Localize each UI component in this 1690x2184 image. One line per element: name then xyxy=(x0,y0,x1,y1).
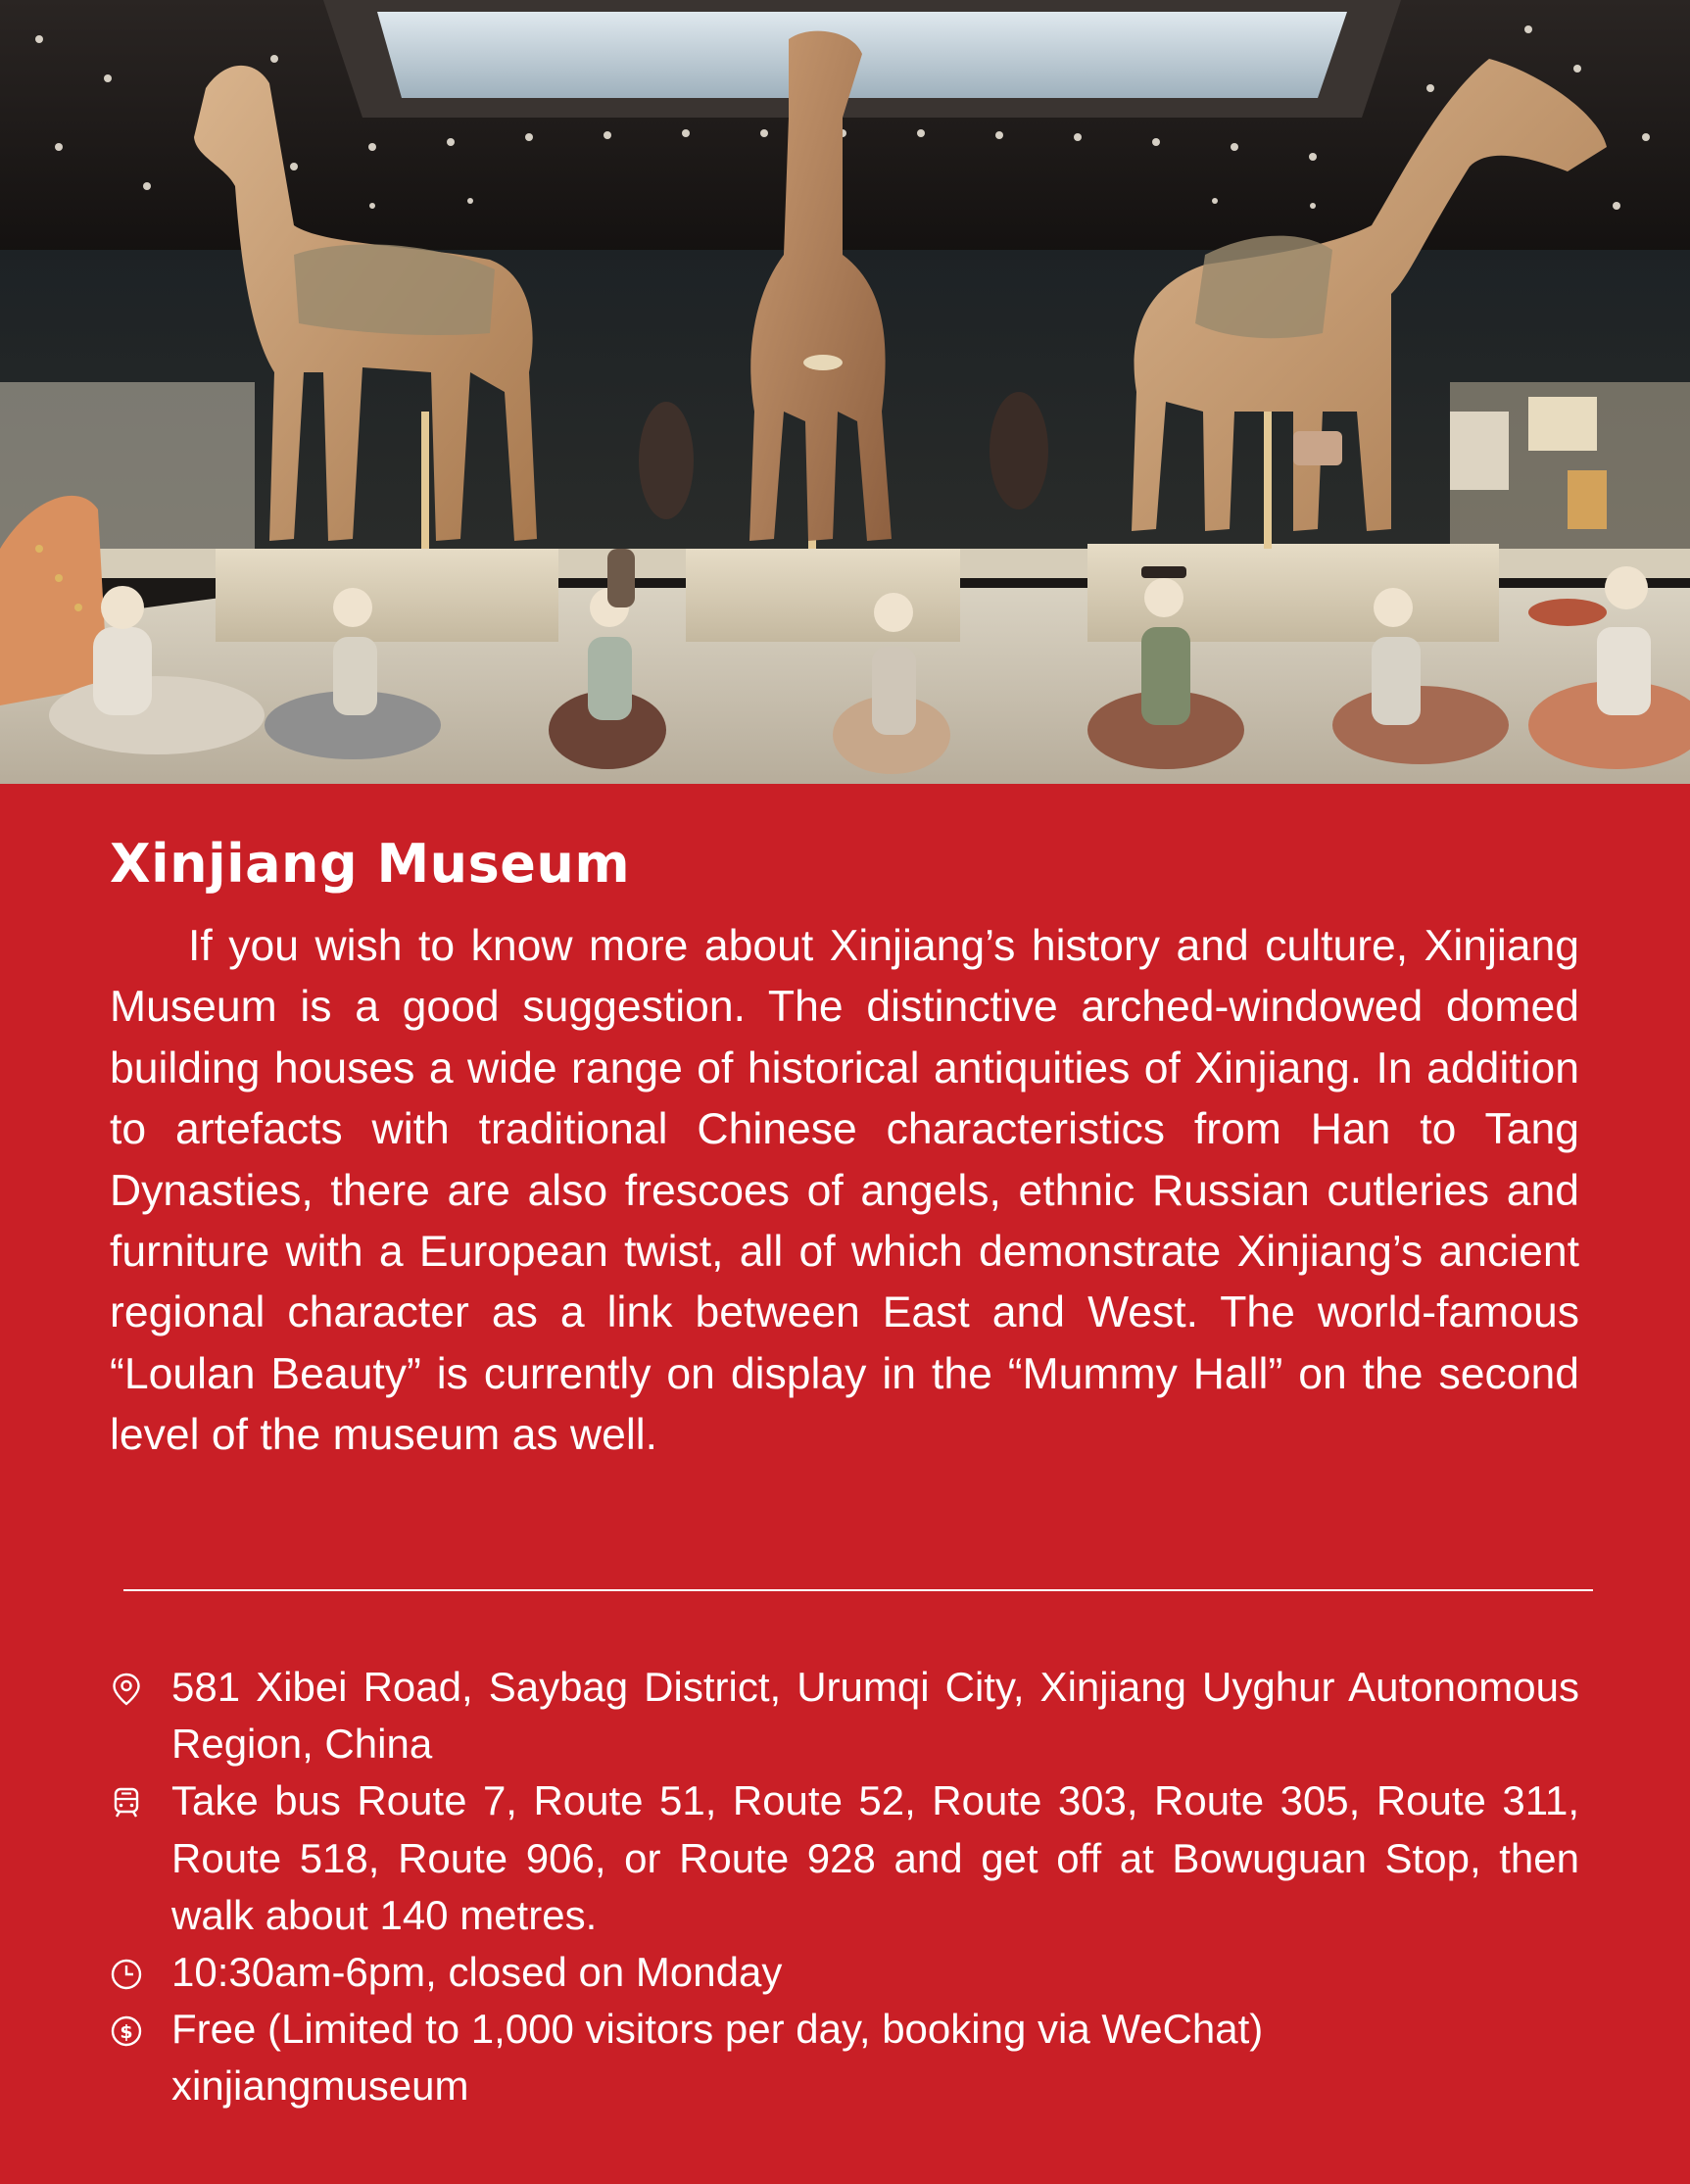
location-pin-icon xyxy=(110,1673,143,1706)
transport-item xyxy=(110,1772,1579,1944)
price-text: Free (Limited to 1,000 visitors per day, booking via WeChat) xyxy=(171,2006,1264,2053)
hours-text: 10:30am-6pm, closed on Monday xyxy=(171,1949,783,1996)
museum-description: If you wish to know more about Xinjiang’s history and culture, Xinjiang Museum is a good suggestion. The distinctive arched-windowed domed building houses a wide range of historical antiquities of Xinjiang. In addition to artefacts with traditional Chinese characteristics from Han to Tang Dynasties, there are also frescoes of angels, ethnic Russian cutleries and furniture with a European twist, all of which demonstrate Xinjiang’s ancient regional character as a link between East and West. The world-famous “Loulan Beauty” is currently on display in the “Mummy Hall” on the second level of the museum as well. xyxy=(110,922,1579,1460)
hero-photo-museum-horses xyxy=(0,0,1690,784)
wechat-id: xinjiangmuseum xyxy=(171,2063,469,2110)
svg-text:$: $ xyxy=(120,2021,133,2044)
bus-icon xyxy=(110,1786,143,1820)
clock-icon xyxy=(110,1958,143,1991)
page-title: Xinjiang Museum xyxy=(110,833,631,895)
transport-text: Take bus Route 7, Route 51, Route 52, Route 303, Route 305, Route 311, Route 518, Route 906, or Route 928 and get off at Bowuguan Stop, then walk about 140 metres. xyxy=(171,1777,1579,1938)
visitor-info-list xyxy=(110,1659,1579,2115)
price-item xyxy=(110,2001,1579,2114)
section-divider xyxy=(123,1589,1593,1591)
hero-photo-illustration xyxy=(0,0,1690,784)
address-item xyxy=(110,1659,1579,1772)
hours-item xyxy=(110,1944,1579,2001)
dollar-icon xyxy=(110,2014,143,2048)
address-text: 581 Xibei Road, Saybag District, Urumqi City, Xinjiang Uyghur Autonomous Region, China xyxy=(171,1664,1579,1768)
